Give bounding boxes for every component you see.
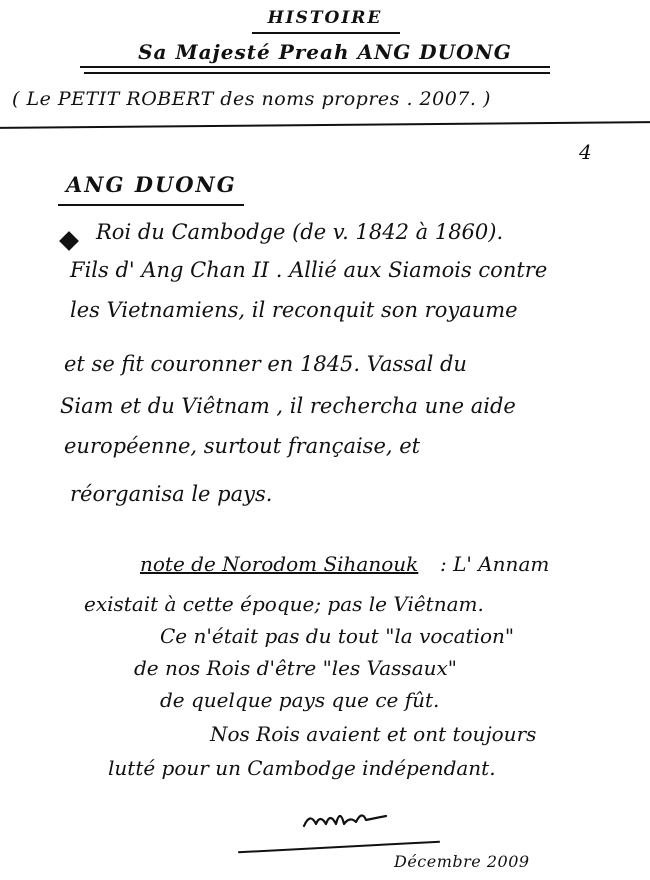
entry-line: européenne, surtout française, et [64, 434, 421, 458]
diamond-bullet-icon [59, 231, 79, 251]
note-label: note de Norodom Sihanouk [140, 552, 419, 576]
document-subtitle: Sa Majesté Preah ANG DUONG [138, 40, 512, 64]
signature-scribble-icon [300, 802, 390, 832]
page-number: 4 [579, 140, 592, 164]
note-line: de quelque pays que ce fût. [160, 688, 440, 712]
entry-line: les Vietnamiens, il reconquit son royaume [70, 298, 518, 322]
note-line: de nos Rois d'être "les Vassaux" [134, 656, 457, 680]
note-line: Nos Rois avaient et ont toujours [210, 722, 537, 746]
header-divider [0, 121, 650, 129]
source-reference: ( Le PETIT ROBERT des noms propres . 2007. ) [12, 88, 491, 110]
entry-line: Fils d' Ang Chan II . Allié aux Siamois contre [70, 258, 548, 282]
note-line: existait à cette époque; pas le Viêtnam. [84, 592, 484, 616]
entry-title-underline [58, 204, 244, 206]
signature-date: Décembre 2009 [394, 852, 530, 871]
note-line: Ce n'était pas du tout "la vocation" [160, 624, 515, 648]
entry-line: Roi du Cambodge (de v. 1842 à 1860). [96, 220, 504, 244]
entry-line: et se fit couronner en 1845. Vassal du [64, 352, 467, 376]
subtitle-underline-1 [80, 66, 550, 68]
document-title: HISTOIRE [267, 8, 383, 28]
title-underline [252, 32, 400, 34]
entry-line: réorganisa le pays. [70, 482, 273, 506]
entry-line: Siam et du Viêtnam , il rechercha une aide [60, 394, 516, 418]
entry-title: ANG DUONG [66, 172, 237, 197]
subtitle-underline-2 [84, 72, 550, 74]
note-line: lutté pour un Cambodge indépendant. [108, 756, 496, 780]
handwritten-signature [300, 802, 390, 832]
note-line: : L' Annam [440, 552, 550, 576]
